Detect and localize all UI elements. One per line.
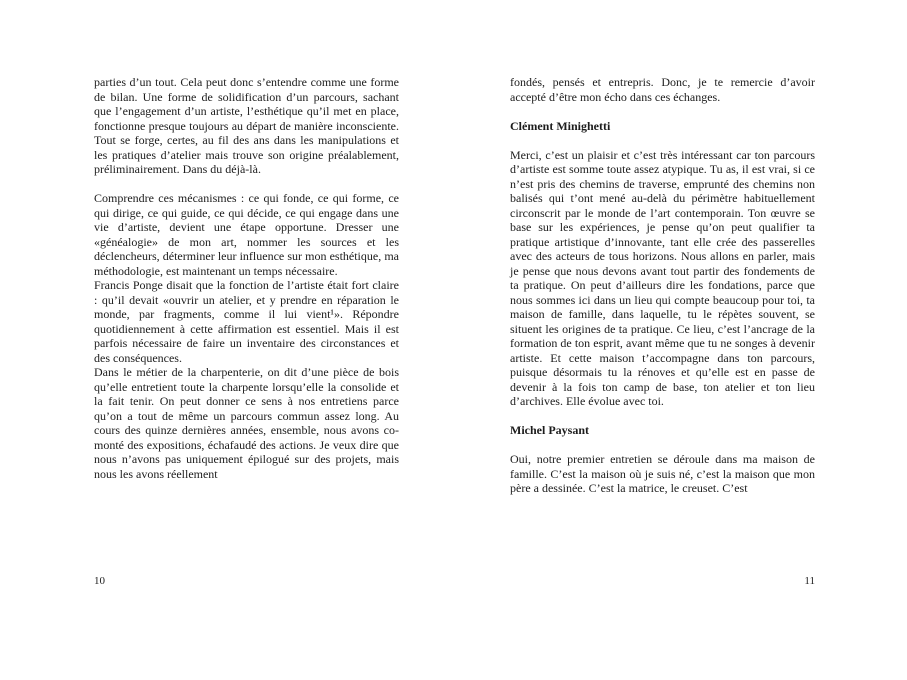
left-text-column — [94, 75, 399, 481]
page-left — [94, 0, 399, 680]
speaker-name: Michel Paysant — [510, 423, 589, 437]
paragraph: parties d’un tout. Cela peut donc s’entendre comme une forme de bilan. Une forme de solidification d’un parcours, sachant que l’engagement d’un artiste, l’esthétique qu’il met en place, fonctionne presque toujours au départ de manière inconsciente. Tout se forge, certes, au fil des ans dans les manipulations et les pratiques d’atelier mais trouve son origine préalablement, préliminairement. Dans du déjà-là. — [94, 75, 399, 176]
paragraph: fondés, pensés et entrepris. Donc, je te remercie d’avoir accepté d’être mon écho dans ces échanges. — [510, 75, 815, 104]
page-number-left: 10 — [94, 575, 105, 587]
speaker-name: Clément Minighetti — [510, 118, 611, 133]
paragraph: Merci, c’est un plaisir et c’est très intéressant car ton parcours d’artiste est somme toute assez atypique. Tu as, il est vrai, si ce n’est pris des chemins de traverse, emprunté des chemins non balisés qui t’ont mené au-delà du périmètre habituellement circonscrit par le monde de l’art contemporain. Ton œuvre se base sur les expériences, je pense qu’on peut qualifier ta pratique artistique d’innovante, tant elle crée des passerelles avec des acteurs de tous horizons. Nous allons en parler, mais je pense que nous devons avant tout partir des fondements de ta pratique. On peut d’ailleurs dire les fondations, parce que nous sommes ici dans un lieu qui compte beaucoup pour toi, ta maison de famille, dans laquelle, tu le répètes souvent, se situent les origines de ta pratique. Ce lieu, c’est l’ancrage de la formation de ton esprit, avant même que tu ne songes à devenir artiste. Et cette maison t’accompagne dans ton parcours, puisque désormais tu la rénoves et qu’elle est en passe de devenir à la fois ton camp de base, ton atelier et ton lieu d’archives. Elle évolue avec toi. — [510, 147, 815, 408]
page-right — [510, 0, 815, 680]
page-number-right: 11 — [804, 575, 815, 587]
paragraph: Dans le métier de la charpenterie, on dit d’une pièce de bois qu’elle entretient toute la charpente lorsqu’elle la consolide et la fait tenir. On peut donner ce sens à nos entretiens parce qu’on a tout de même un parcours commun assez long. Au cours des quinze dernières années, ensemble, nous avons co-monté des expositions, échafaudé des actions. Je veux dire que nous n’avons pas uniquement épilogué sur des projets, mais nous les avons réellement — [94, 365, 399, 481]
paragraph: Comprendre ces mécanismes : ce qui fonde, ce qui forme, ce qui dirige, ce qui guide, ce qui décide, ce qui engage dans une vie d’artiste, devient une étape opportune. Dresser une «généalogie» de mon art, nommer les sources et les déclencheurs, déterminer leur influence sur mon esthétique, ma méthodologie, est maintenant un temps nécessaire. — [94, 191, 399, 278]
right-text-column — [510, 75, 815, 496]
paragraph: Francis Ponge disait que la fonction de l’artiste était fort claire : qu’il devait «ouvrir un atelier, et y prendre en réparation le monde, par fragments, comme il lui vient¹». Répondre quotidiennement à cette affirmation est essentiel. Mais il est parfois nécessaire de faire un inventaire des circonstances et des conséquences. — [94, 278, 399, 365]
paragraph: Oui, notre premier entretien se déroule dans ma maison de famille. C’est la maison où je suis né, c’est la maison que mon père a dessinée. C’est la matrice, le creuset. C’est — [510, 452, 815, 495]
